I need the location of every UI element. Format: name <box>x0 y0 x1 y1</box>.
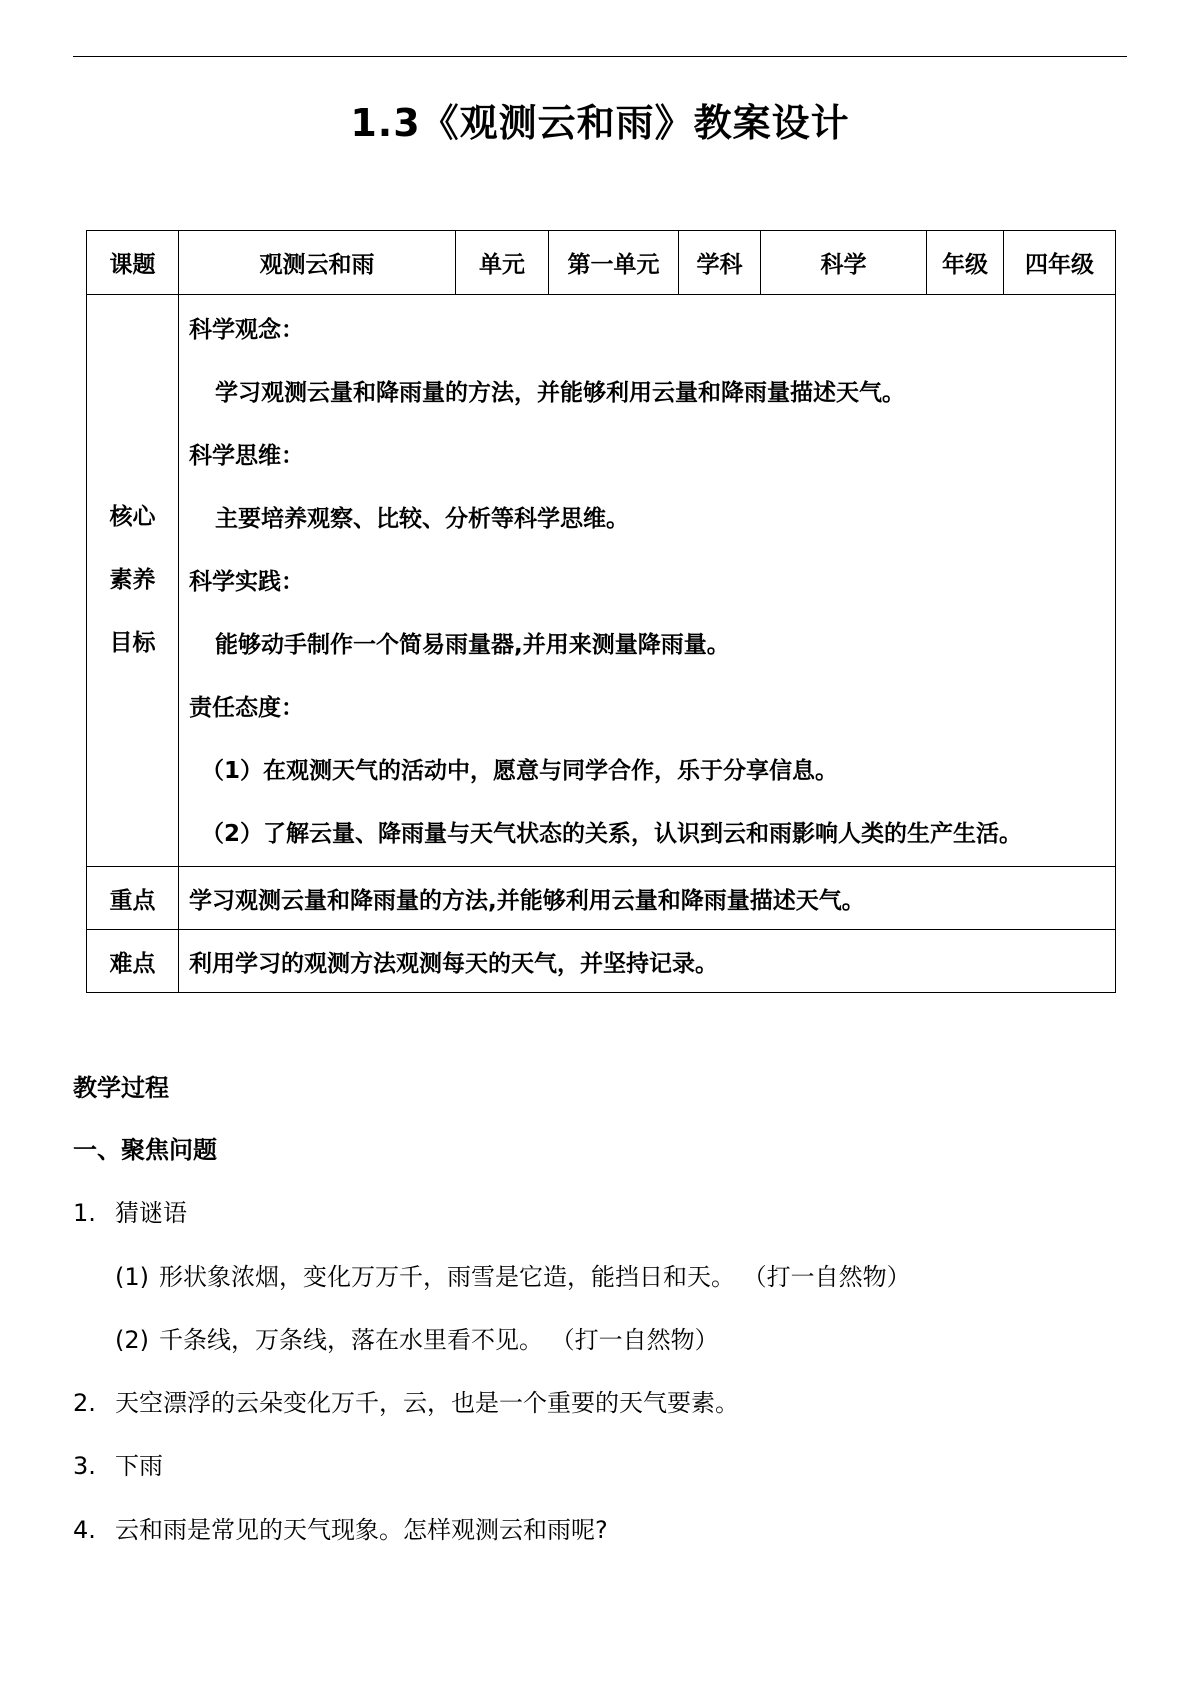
goal-text-attitude-1: （1）在观测天气的活动中，愿意与同学合作，乐于分享信息。 <box>201 758 839 784</box>
list-item-text: 下雨 <box>115 1452 163 1480</box>
table-header-row <box>87 231 1116 295</box>
list-item <box>73 1193 187 1228</box>
process-heading: 教学过程 <box>73 1074 169 1102</box>
goals-content-cell <box>179 295 1116 867</box>
goal-text-attitude-2: （2）了解云量、降雨量与天气状态的关系，认识到云和雨影响人类的生产生活。 <box>201 821 1023 847</box>
list-item-text: 天空漂浮的云朵变化万千，云，也是一个重要的天气要素。 <box>115 1389 739 1417</box>
goal-text-practice: 能够动手制作一个简易雨量器,并用来测量降雨量。 <box>215 632 730 658</box>
unit-label: 单元 <box>456 231 549 295</box>
goals-label-cell <box>87 295 179 867</box>
document-title: 1.3《观测云和雨》教案设计 <box>350 101 850 145</box>
goals-label-line: 目标 <box>109 630 156 656</box>
difficulty-text: 利用学习的观测方法观测每天的天气，并坚持记录。 <box>179 930 1116 993</box>
subject-value: 科学 <box>761 231 927 295</box>
list-item <box>73 1383 739 1418</box>
list-item <box>115 1320 719 1355</box>
key-point-row <box>87 867 1116 930</box>
list-item <box>73 1510 608 1545</box>
list-item-text: 云和雨是常见的天气现象。怎样观测云和雨呢? <box>115 1516 608 1544</box>
goal-heading-attitude: 责任态度： <box>189 695 304 721</box>
topic-label: 课题 <box>87 231 179 295</box>
list-item-number: 3. <box>73 1452 96 1480</box>
list-item-number: (2) <box>115 1326 149 1354</box>
grade-value: 四年级 <box>1004 231 1116 295</box>
subject-label: 学科 <box>679 231 761 295</box>
goals-label-line: 核心 <box>109 504 156 530</box>
goals-row <box>87 295 1116 867</box>
goal-heading-concept: 科学观念： <box>189 317 304 343</box>
key-point-text: 学习观测云量和降雨量的方法,并能够利用云量和降雨量描述天气。 <box>179 867 1116 930</box>
key-point-label: 重点 <box>87 867 179 930</box>
goal-heading-thinking: 科学思维： <box>189 443 304 469</box>
list-item <box>115 1257 911 1292</box>
list-item-number: (1) <box>115 1263 149 1291</box>
list-item <box>73 1446 163 1481</box>
list-item-text: 猜谜语 <box>115 1199 187 1227</box>
goal-heading-practice: 科学实践： <box>189 569 304 595</box>
unit-value: 第一单元 <box>549 231 679 295</box>
list-item-number: 2. <box>73 1389 96 1417</box>
list-item-number: 1. <box>73 1199 96 1227</box>
goals-label-line: 素养 <box>109 567 156 593</box>
difficulty-label: 难点 <box>87 930 179 993</box>
lesson-info-table <box>86 230 1116 993</box>
list-item-number: 4. <box>73 1516 96 1544</box>
grade-label: 年级 <box>927 231 1004 295</box>
section-heading: 一、聚焦问题 <box>73 1136 217 1164</box>
difficulty-row <box>87 930 1116 993</box>
goal-text-thinking: 主要培养观察、比较、分析等科学思维。 <box>215 506 629 532</box>
list-item-text: 形状象浓烟，变化万万千，雨雪是它造，能挡日和天。 （打一自然物） <box>159 1263 911 1291</box>
list-item-text: 千条线，万条线，落在水里看不见。 （打一自然物） <box>159 1326 719 1354</box>
goal-text-concept: 学习观测云量和降雨量的方法，并能够利用云量和降雨量描述天气。 <box>215 380 905 406</box>
topic-value: 观测云和雨 <box>179 231 456 295</box>
header-rule <box>73 56 1127 57</box>
